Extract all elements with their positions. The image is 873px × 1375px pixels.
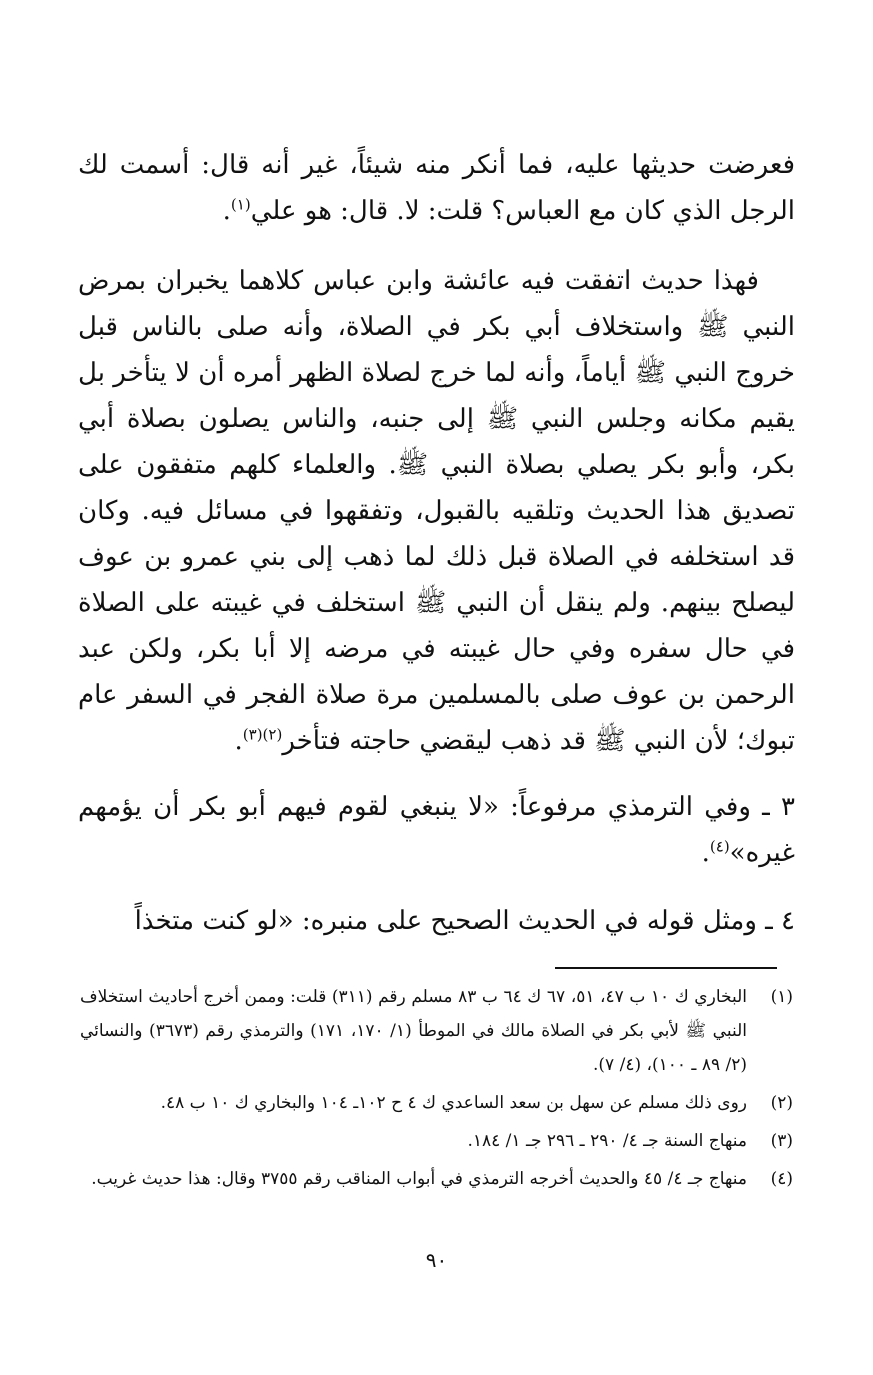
footnote-text: منهاج جـ ٤/ ٤٥ والحديث أخرجه الترمذي في أبواب المناقب رقم ٣٧٥٥ وقال: هذا حديث غريب. <box>91 1169 747 1189</box>
footnote-ref-2[interactable]: (٢) <box>262 725 283 744</box>
paragraph-end: . <box>701 838 710 868</box>
paragraph-item-3 <box>78 784 795 876</box>
footnote-ref-4[interactable]: (٤) <box>709 837 730 856</box>
footnote-divider <box>555 967 777 969</box>
footnotes <box>80 980 793 1200</box>
paragraph-end: . <box>234 726 243 756</box>
paragraph-end: . <box>222 196 231 226</box>
footnote-text: البخاري ك ١٠ ب ٤٧، ٥١، ٦٧ ك ٦٤ ب ٨٣ مسلم رقم (٣١١) قلت: وممن أخرج أحاديث استخلاف النبي ﷺ لأبي بكر في الصلاة مالك في الموطأ (١/ ١٧٠، ١٧١) والترمذي رقم (٣٦٧٣) والنسائي (٢/ ٨٩ ـ ١٠٠)، (٤/ ٧). <box>80 987 748 1075</box>
paragraph-text: ٤ ـ ومثل قوله في الحديث الصحيح على منبره: «لو كنت متخذاً <box>134 906 795 936</box>
footnote-4 <box>80 1162 793 1196</box>
footnote-number: (٣) <box>770 1131 793 1151</box>
footnote-number: (٤) <box>770 1169 793 1189</box>
footnote-number: (١) <box>770 987 793 1007</box>
footnote-2 <box>80 1086 793 1120</box>
footnote-number: (٢) <box>770 1093 793 1113</box>
paragraph-item-4 <box>78 898 795 944</box>
paragraph-text: ٣ ـ وفي الترمذي مرفوعاً: «لا ينبغي لقوم فيهم أبو بكر أن يؤمهم غيره» <box>78 792 795 868</box>
paragraph-intro <box>78 142 795 234</box>
page-number: ٩٠ <box>425 1248 448 1272</box>
paragraph-text: فهذا حديث اتفقت فيه عائشة وابن عباس كلاهما يخبران بمرض النبي ﷺ واستخلاف أبي بكر في الصلاة، وأنه صلى بالناس قبل خروج النبي ﷺ أياماً، وأنه لما خرج لصلاة الظهر أمره أن لا يتأخر بل يقيم مكانه وجلس النبي ﷺ إلى جنبه، والناس يصلون بصلاة أبي بكر، وأبو بكر يصلي بصلاة النبي ﷺ. والعلماء كلهم متفقون على تصديق هذا الحديث وتلقيه بالقبول، وتفقهوا في مسائل فيه. وكان قد استخلفه في الصلاة قبل ذلك لما ذهب إلى بني عمرو بن عوف ليصلح بينهم. ولم ينقل أن النبي ﷺ استخلف في غيبته على الصلاة في حال سفره وفي حال غيبته في مرضه إلا أبا بكر، ولكن عبد الرحمن بن عوف صلى بالمسلمين مرة صلاة الفجر في السفر عام تبوك؛ لأن النبي ﷺ قد ذهب ليقضي حاجته فتأخر <box>78 266 795 756</box>
paragraph-text: فعرضت حديثها عليه، فما أنكر منه شيئاً، غير أنه قال: أسمت لك الرجل الذي كان مع العباس؟ قلت: لا. قال: هو علي <box>78 150 795 226</box>
footnote-3 <box>80 1124 793 1158</box>
footnote-1 <box>80 980 793 1082</box>
footnote-ref-3[interactable]: (٣) <box>242 725 263 744</box>
footnote-ref-1[interactable]: (١) <box>230 195 251 214</box>
footnote-text: منهاج السنة جـ ٤/ ٢٩٠ ـ ٢٩٦ جـ ١/ ١٨٤. <box>467 1131 747 1151</box>
footnote-text: روى ذلك مسلم عن سهل بن سعد الساعدي ك ٤ ح ١٠٢ـ ١٠٤ والبخاري ك ١٠ ب ٤٨. <box>160 1093 747 1113</box>
paragraph-main <box>78 258 795 764</box>
